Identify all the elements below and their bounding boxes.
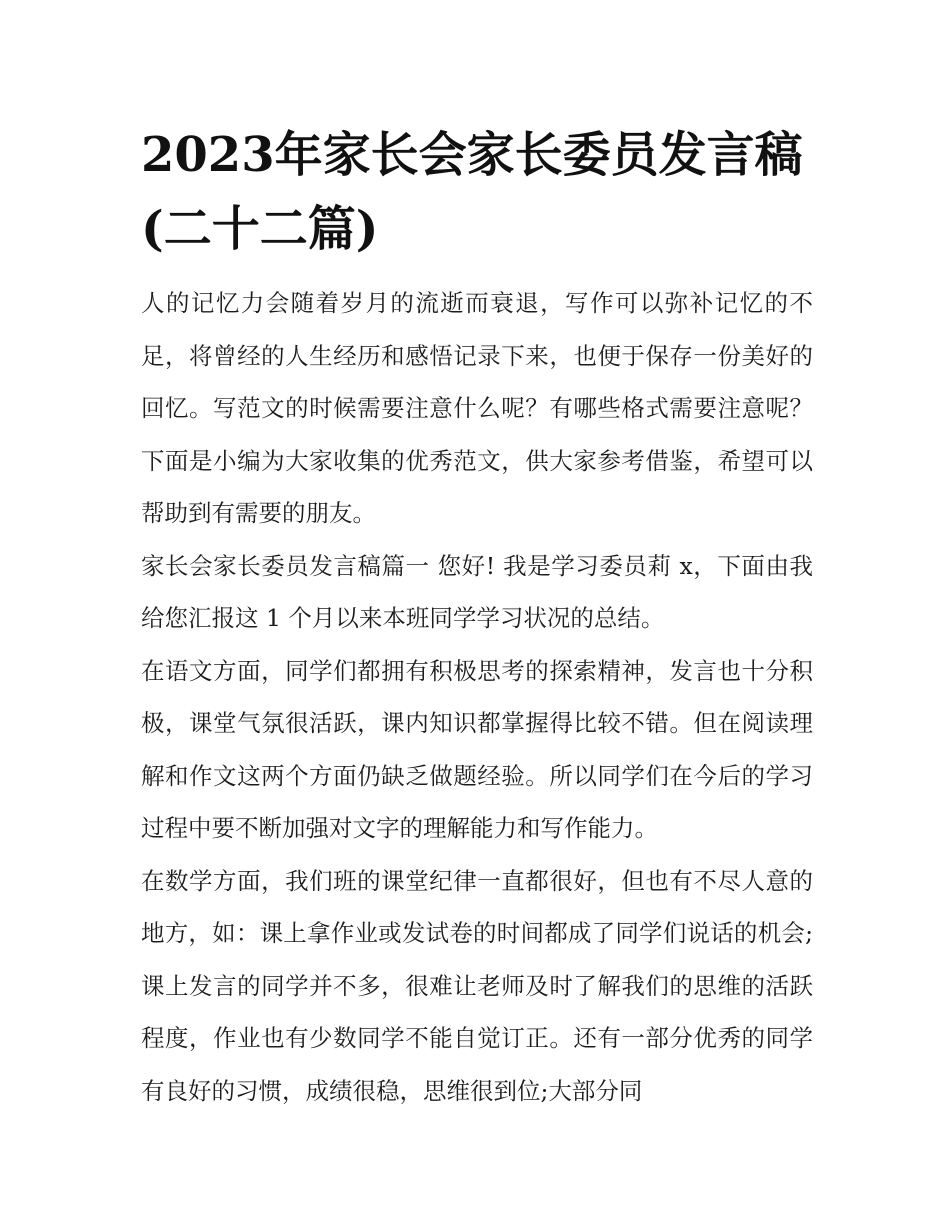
intro-paragraph: 人的记忆力会随着岁月的流逝而衰退，写作可以弥补记忆的不足，将曾经的人生经历和感悟记录下来，也便于保存一份美好的回忆。写范文的时候需要注意什么呢？有哪些格式需要注意呢？下面是小编为大家收集的优秀范文，供大家参考借鉴，希望可以帮助到有需要的朋友。 — [141, 289, 813, 527]
chinese-subject-paragraph: 在语文方面，同学们都拥有积极思考的探索精神，发言也十分积极，课堂气氛很活跃，课内知识都掌握得比较不错。但在阅读理解和作文这两个方面仍缺乏做题经验。所以同学们在今后的学习过程中要不断加强对文字的理解能力和写作能力。 — [141, 656, 813, 842]
document-body — [141, 277, 813, 1117]
document-title: 2023年家长会家长委员发言稿(二十二篇) — [141, 127, 803, 257]
document-content — [141, 118, 813, 1117]
math-subject-paragraph: 在数学方面，我们班的课堂纪律一直都很好，但也有不尽人意的地方，如：课上拿作业或发试卷的时间都成了同学们说话的机会;课上发言的同学并不多，很难让老师及时了解我们的思维的活跃程度，作业也有少数同学不能自觉订正。还有一部分优秀的同学有良好的习惯，成绩很稳，思维很到位;大部分同 — [141, 866, 813, 1105]
speech-opening-paragraph: 家长会家长委员发言稿篇一 您好! 我是学习委员莉 x，下面由我给您汇报这 1 个月以来本班同学学习状况的总结。 — [141, 551, 813, 632]
